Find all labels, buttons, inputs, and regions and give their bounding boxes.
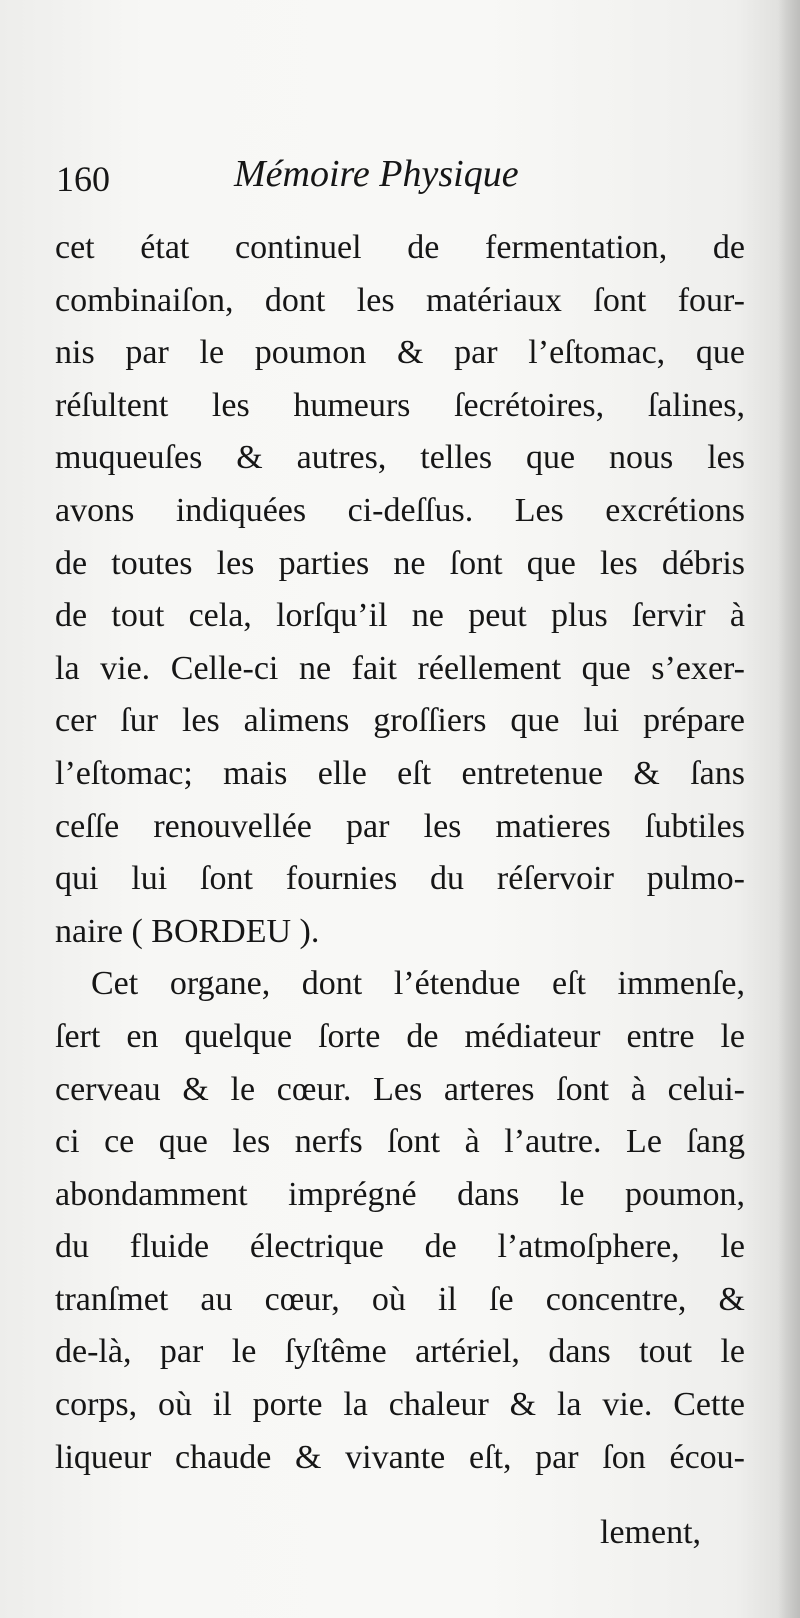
text-line: liqueur chaude & vivante eſt, par ſon écou- — [55, 1438, 745, 1476]
text-line: abondamment imprégné dans le poumon, — [55, 1175, 745, 1213]
text-line: cer ſur les alimens groſſiers que lui prépare — [55, 702, 745, 740]
page-header — [56, 152, 656, 212]
text-line: de-là, par le ſyſtême artériel, dans tout le — [55, 1333, 745, 1371]
text-line-paragraph-end: naire ( BORDEU ). — [55, 912, 320, 950]
text-line: nis par le poumon & par l’eſtomac, que — [55, 334, 745, 372]
text-line: de toutes les parties ne ſont que les débris — [55, 544, 745, 582]
text-line: muqueuſes & autres, telles que nous les — [55, 439, 745, 477]
text-line: combinaiſon, dont les matériaux ſont four- — [55, 281, 745, 319]
running-title: Mémoire Physique — [234, 153, 519, 195]
text-line: l’eſtomac; mais elle eſt entretenue & ſans — [55, 754, 745, 792]
page-number: 160 — [56, 159, 110, 199]
text-line: qui lui ſont fournies du réſervoir pulmo- — [55, 860, 745, 898]
text-line-paragraph-start: Cet organe, dont l’étendue eſt immenſe, — [91, 965, 745, 1003]
text-line: ceſſe renouvellée par les matieres ſubtiles — [55, 807, 745, 845]
body-text — [55, 222, 745, 1484]
text-line: cerveau & le cœur. Les arteres ſont à celui- — [55, 1070, 745, 1108]
page-edge-shadow — [778, 0, 800, 1618]
text-line: ſert en quelque ſorte de médiateur entre le — [55, 1017, 745, 1055]
text-line: avons indiquées ci-deſſus. Les excrétions — [55, 491, 745, 529]
text-line: de tout cela, lorſqu’il ne peut plus ſervir à — [55, 597, 745, 635]
catchword: lement, — [600, 1514, 702, 1551]
text-line: réſultent les humeurs ſecrétoires, ſalines, — [55, 386, 745, 424]
text-line: cet état continuel de fermentation, de — [55, 229, 745, 266]
text-line: tranſmet au cœur, où il ſe concentre, & — [55, 1280, 745, 1318]
text-line: ci ce que les nerfs ſont à l’autre. Le ſang — [55, 1123, 745, 1161]
text-line: du fluide électrique de l’atmoſphere, le — [55, 1228, 745, 1266]
text-line: la vie. Celle-ci ne fait réellement que s’exer- — [55, 649, 745, 687]
text-line: corps, où il porte la chaleur & la vie. Cette — [55, 1386, 745, 1424]
